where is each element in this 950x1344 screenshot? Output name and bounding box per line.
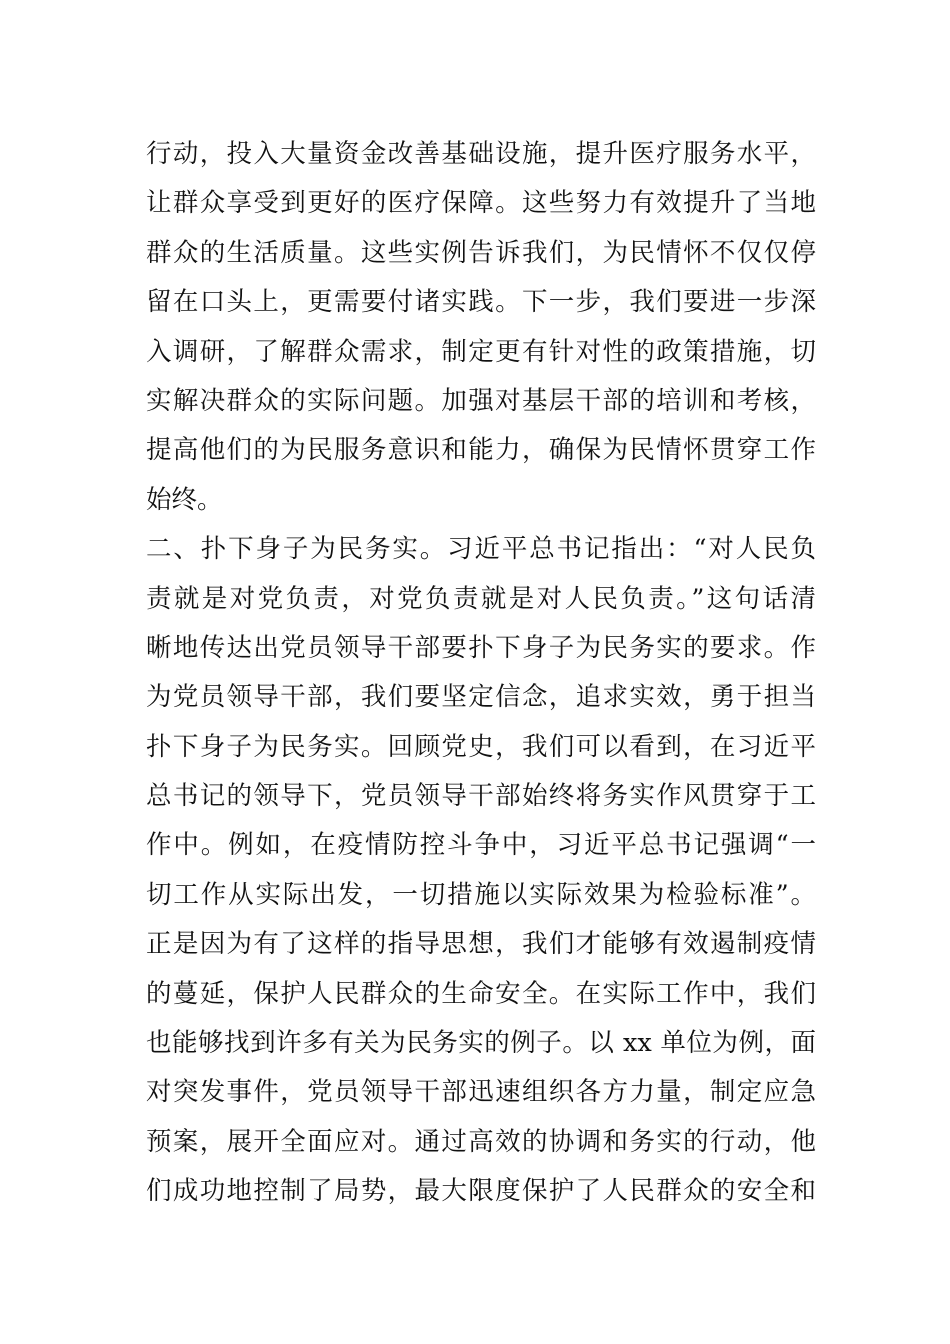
text-line: 正是因为有了这样的指导思想，我们才能够有效遏制疫情: [146, 929, 816, 960]
text-line: 入调研，了解群众需求，制定更有针对性的政策措施，切: [146, 336, 816, 367]
text-line: 始终。: [146, 484, 223, 515]
text-line: 对突发事件，党员领导干部迅速组织各方力量，制定应急: [146, 1077, 816, 1108]
text-line: 二、扑下身子为民务实。习近平总书记指出：“对人民负: [146, 534, 816, 565]
text-line: 提高他们的为民服务意识和能力，确保为民情怀贯穿工作: [146, 435, 816, 466]
text-line: 行动，投入大量资金改善基础设施，提升医疗服务水平，: [146, 139, 816, 169]
text-line: 的蔓延，保护人民群众的生命安全。在实际工作中，我们: [146, 978, 816, 1009]
text-line: 们成功地控制了局势，最大限度保护了人民群众的安全和: [146, 1176, 816, 1207]
text-line: 切工作从实际出发，一切措施以实际效果为检验标准”。: [146, 879, 816, 910]
text-line: 也能够找到许多有关为民务实的例子。以 xx 单位为例，面: [146, 1028, 816, 1059]
text-line: 群众的生活质量。这些实例告诉我们，为民情怀不仅仅停: [146, 237, 816, 268]
document-body: [146, 130, 816, 1217]
text-line: 总书记的领导下，党员领导干部始终将务实作风贯穿于工: [146, 781, 816, 812]
text-line: 责就是对党负责，对党负责就是对人民负责。”这句话清: [146, 583, 816, 614]
text-line: 扑下身子为民务实。回顾党史，我们可以看到，在习近平: [146, 731, 816, 762]
text-line: 留在口头上，更需要付诸实践。下一步，我们要进一步深: [146, 287, 816, 318]
text-line: 让群众享受到更好的医疗保障。这些努力有效提升了当地: [146, 188, 816, 219]
text-line: 作中。例如，在疫情防控斗争中，习近平总书记强调“一: [146, 830, 816, 861]
text-line: 晰地传达出党员领导干部要扑下身子为民务实的要求。作: [146, 632, 816, 663]
text-line: 实解决群众的实际问题。加强对基层干部的培训和考核，: [146, 385, 816, 416]
text-line: 预案，展开全面应对。通过高效的协调和务实的行动，他: [146, 1126, 816, 1157]
text-line: 为党员领导干部，我们要坚定信念，追求实效，勇于担当: [146, 682, 816, 713]
